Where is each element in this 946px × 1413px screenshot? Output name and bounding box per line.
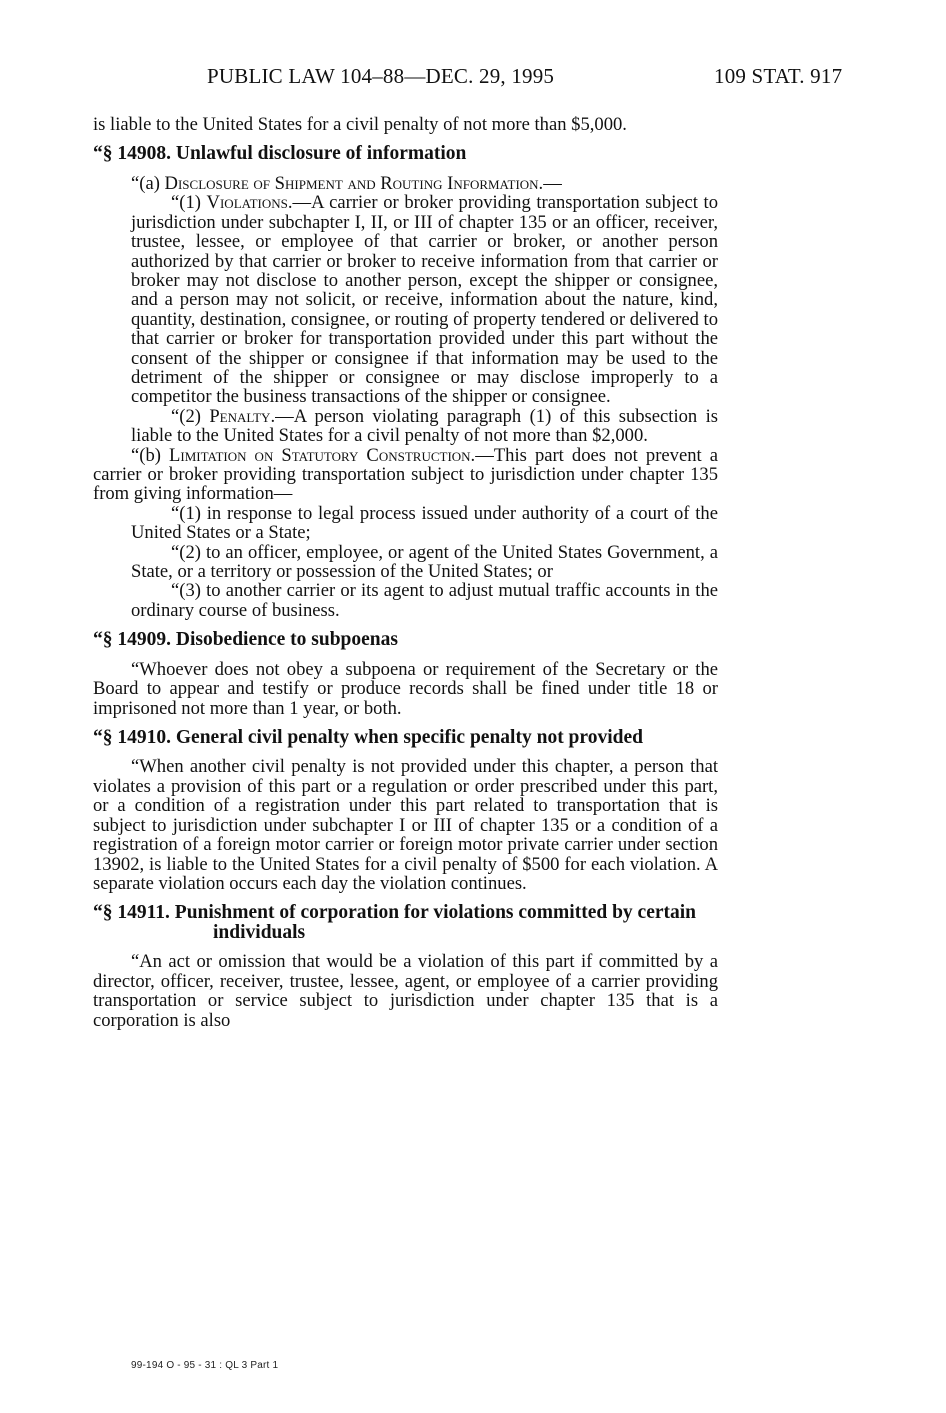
section-14910-text: “When another civil penalty is not provided under this chapter, a person that violates a provision of this part or a regulation or order prescribed under this part, or a condition of a registration under this part related to transportation that is subject to jurisdiction under subchapter I or III of chapter 135 or a condition of a registration of a foreign motor carrier or foreign motor private carrier under section 13902, is liable to the United States for a civil penalty of $500 for each violation. A separate violation occurs each day the violation continues. [93, 756, 718, 894]
paragraph-b3: “(3) to another carrier or its agent to adjust mutual traffic accounts in the ordinary course of business. [131, 580, 718, 621]
section-14909-text: “Whoever does not obey a subpoena or requirement of the Secretary or the Board to appear and testify or produce records shall be fined under title 18 or imprisoned not more than 1 year, or both. [93, 658, 718, 719]
paragraph-a1-prefix: “(1) [171, 192, 207, 214]
paragraph-b2: “(2) to an officer, employee, or agent of the United States Government, a State, or a territory or possession of the United States; or [131, 541, 718, 583]
section-14908-heading: “§ 14908. Unlawful disclosure of information [93, 143, 467, 165]
subsection-b-title: Limitation on Statutory Construction. [169, 444, 476, 466]
paragraph-a2-text: —A person violating paragraph (1) of this subsection is liable to the United States for a civil penalty of not more than $2,000. [131, 405, 718, 447]
subsection-a-heading [93, 174, 718, 193]
subsection-b [93, 446, 718, 504]
section-14911-heading: “§ 14911. Punishment of corporation for violations committed by certain individuals [93, 902, 697, 943]
paragraph-a1-text: —A carrier or broker providing transportation subject to jurisdiction under subchapter I, II, or III of chapter 135 or an officer, receiver, trustee, lessee, or employee of that carrier or broker, or another person authorized by that carrier or broker to receive information from that carrier or broker may not disclose to another person, except the shipper or consignee, and a person may not solicit, or receive, information about the nature, kind, quantity, destination, consignee, or routing of property tendered or delivered to that carrier or broker for transportation provided under this part without the consent of the shipper or consignee if that information may be used to the detriment of the shipper or consignee or may disclose improperly to a competitor the business transactions of the shipper or consignee. [131, 192, 718, 408]
paragraph-a2-prefix: “(2) [171, 405, 210, 427]
section-14911-text: “An act or omission that would be a violation of this part if committed by a director, officer, receiver, trustee, lessee, agent, or employee of a carrier providing transportation or service subject to jurisdiction under chapter 135 that is a corporation is also [93, 951, 718, 1031]
paragraph-b1: “(1) in response to legal process issued under authority of a court of the United States or a State; [131, 502, 718, 544]
section-14909-heading: “§ 14909. Disobedience to subpoenas [93, 629, 398, 651]
statute-text [93, 115, 718, 1030]
subsection-b-text: —This part does not prevent a carrier or broker providing transportation subject to jurisdiction under chapter 135 from giving information— [93, 444, 718, 505]
paragraph-a1-title: Violations. [206, 192, 293, 214]
page-stat-number: 109 STAT. 917 [714, 64, 843, 88]
subsection-a-title: Disclosure of Shipment and Routing Information.— [164, 172, 562, 194]
printer-code-footer: 99-194 O - 95 - 31 : QL 3 Part 1 [131, 1360, 279, 1371]
paragraph-a2 [93, 407, 718, 446]
subsection-a-prefix: “(a) [131, 172, 165, 194]
paragraph-a2-title: Penalty. [209, 405, 276, 427]
paragraph-a1 [93, 193, 718, 406]
section-14910-heading: “§ 14910. General civil penalty when specific penalty not provided [93, 726, 643, 748]
subsection-b-prefix: “(b) [131, 444, 170, 466]
continuation-paragraph: is liable to the United States for a civil penalty of not more than $5,000. [93, 114, 627, 135]
running-header-title: PUBLIC LAW 104–88—DEC. 29, 1995 [207, 64, 555, 88]
